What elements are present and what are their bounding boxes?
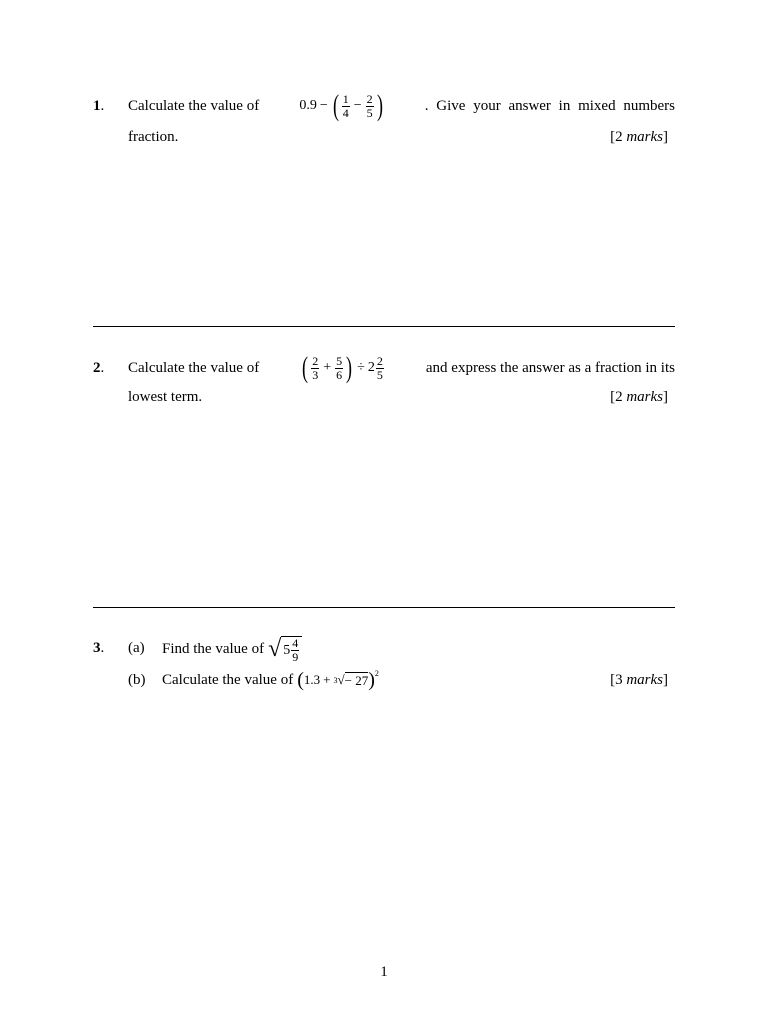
question-1-text-before: Calculate the value of [128,97,260,114]
question-3-marks: [3 marks] [610,672,668,688]
question-2-line-1 [128,349,675,387]
question-2-text-before: Calculate the value of [128,359,260,376]
question-3a-label: (a) [128,640,145,656]
question-1-marks: [2 marks] [610,129,668,145]
question-3b-label: (b) [128,672,146,688]
question-1-line-1 [128,88,675,124]
question-1-text-after: . Give your answer in mixed numbers [424,97,675,114]
divider-1 [93,326,675,327]
divider-2 [93,607,675,608]
question-2-marks: [2 marks] [610,389,668,405]
page-number: 1 [380,964,388,980]
question-3a-line [162,630,302,668]
question-2-expression: ( $\frac{2}{3}$ + $\frac{5}{6}$ ) ÷ 2 $\frac{2}{5}$ [302,351,383,384]
question-1-number: 1. [93,98,105,114]
question-2-line-2: lowest term. [128,389,203,405]
question-1-expression: 0.9 − ( $\frac{1}{4}$ − $\frac{2}{5}$ ) [299,89,383,122]
question-3-number: 3. [93,640,105,656]
question-3b-text: Calculate the value of [162,671,294,688]
question-3a-text: Find the value of [162,640,265,657]
question-1-line-2: fraction. [128,129,179,145]
question-3b-line [162,666,379,694]
question-2-text-after: and express the answer as a fraction in its [425,359,675,376]
question-3a-expression: √ 5 $\frac{4}{9}$ [268,634,302,664]
question-2-number: 2. [93,360,105,376]
question-3b-expression: ( 1.3 + 3 √ − 27 ) $^2$ [297,668,379,691]
